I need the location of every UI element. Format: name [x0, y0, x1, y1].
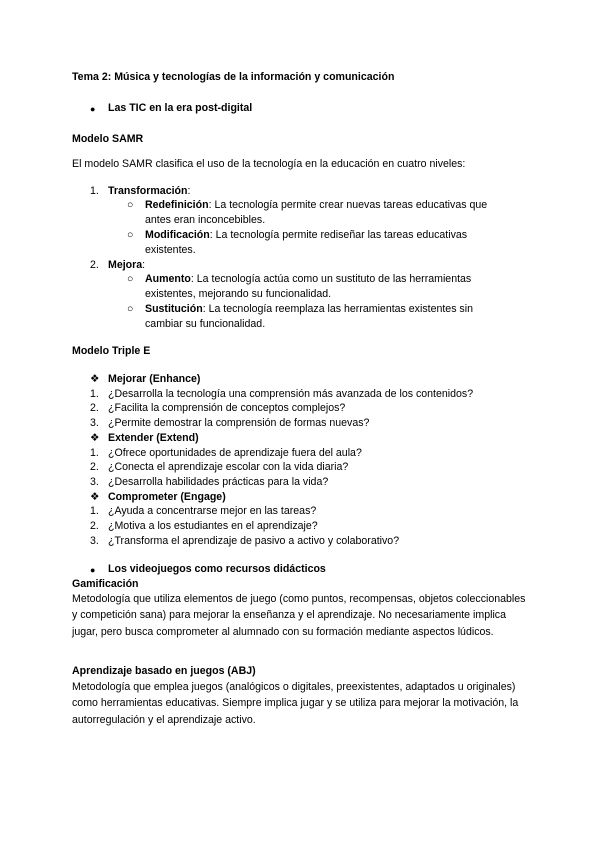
- list-number: 2.: [90, 461, 99, 473]
- diamond-icon: ❖: [90, 373, 100, 385]
- triplee-group-title: Comprometer (Engage): [108, 491, 226, 503]
- diamond-icon: ❖: [90, 432, 100, 444]
- list-number: 1.: [90, 447, 99, 459]
- list-item: ¿Desarrolla la tecnología una comprensión más avanzada de los contenidos?: [108, 388, 474, 400]
- list-item: ¿Facilita la comprensión de conceptos complejos?: [108, 402, 346, 414]
- samr-sub-sustitucion: [145, 303, 473, 316]
- triplee-heading: Modelo Triple E: [72, 345, 151, 357]
- gamificacion-heading: Gamificación: [72, 578, 139, 590]
- list-item: ¿Desarrolla habilidades prácticas para la vida?: [108, 476, 329, 488]
- sub-text-cont: existentes.: [145, 244, 196, 256]
- sub-term: Redefinición: [145, 199, 209, 211]
- sub-text-cont: existentes, mejorando su funcionalidad.: [145, 288, 332, 300]
- abj-heading: Aprendizaje basado en juegos (ABJ): [72, 665, 256, 677]
- bullet-disc-icon: ●: [90, 565, 96, 575]
- bullet-circle-icon: ○: [127, 199, 134, 211]
- level-label: Mejora: [108, 259, 143, 271]
- samr-sub-aumento: [145, 273, 471, 286]
- list-number: 3.: [90, 476, 99, 488]
- samr-level-transformacion: [108, 185, 190, 198]
- sub-text-cont: cambiar su funcionalidad.: [145, 318, 266, 330]
- list-number: 2.: [90, 402, 99, 414]
- bullet-circle-icon: ○: [127, 303, 134, 315]
- sub-term: Aumento: [145, 273, 191, 285]
- list-number: 1.: [90, 185, 99, 197]
- bullet-disc-icon: ●: [90, 104, 96, 114]
- document-title: Tema 2: Música y tecnologías de la información y comunicación: [72, 71, 395, 83]
- bullet-circle-icon: ○: [127, 273, 134, 285]
- sub-text-cont: antes eran inconcebibles.: [145, 214, 266, 226]
- level-colon: :: [142, 259, 146, 271]
- list-number: 2.: [90, 259, 99, 271]
- samr-heading: Modelo SAMR: [72, 133, 144, 145]
- list-item: ¿Conecta el aprendizaje escolar con la vida diaria?: [108, 461, 349, 473]
- level-colon: :: [187, 185, 191, 197]
- sub-text: : La tecnología permite crear nuevas tareas educativas que: [208, 199, 488, 211]
- list-number: 1.: [90, 388, 99, 400]
- list-number: 3.: [90, 535, 99, 547]
- samr-level-mejora: [108, 259, 145, 272]
- gamificacion-text: Metodología que utiliza elementos de juego (como puntos, recompensas, objetos coleccionables y competición sana) para mejorar la enseñanza y el aprendizaje. No necesariamente implica jugar, pero busca comprometer al alumnado con su formación mediante aspectos lúdicos.: [72, 593, 526, 638]
- list-number: 1.: [90, 505, 99, 517]
- section-bullet-tic: Las TIC en la era post-digital: [108, 102, 253, 114]
- list-item: ¿Motiva a los estudiantes en el aprendizaje?: [108, 520, 318, 532]
- level-label: Transformación: [108, 185, 188, 197]
- list-number: 3.: [90, 417, 99, 429]
- list-item: ¿Permite demostrar la comprensión de formas nuevas?: [108, 417, 370, 429]
- abj-text: Metodología que emplea juegos (analógicos o digitales, preexistentes, adaptados u originales) como herramientas educativas. Siempre implica jugar y se utiliza para mejorar la motivación, la autorregulación y el aprendizaje activo.: [72, 681, 519, 726]
- triplee-group-title: Mejorar (Enhance): [108, 373, 201, 385]
- list-item: ¿Transforma el aprendizaje de pasivo a activo y colaborativo?: [108, 535, 400, 547]
- sub-text: : La tecnología actúa como un sustituto de las herramientas: [190, 273, 472, 285]
- samr-sub-redefinicion: [145, 199, 487, 212]
- samr-intro: El modelo SAMR clasifica el uso de la tecnología en la educación en cuatro niveles:: [72, 158, 466, 170]
- sub-text: : La tecnología permite rediseñar las tareas educativas: [209, 229, 468, 241]
- section-bullet-videojuegos: Los videojuegos como recursos didácticos: [108, 563, 326, 575]
- bullet-circle-icon: ○: [127, 229, 134, 241]
- sub-term: Modificación: [145, 229, 210, 241]
- diamond-icon: ❖: [90, 491, 100, 503]
- triplee-group-title: Extender (Extend): [108, 432, 199, 444]
- list-item: ¿Ofrece oportunidades de aprendizaje fuera del aula?: [108, 447, 362, 459]
- list-number: 2.: [90, 520, 99, 532]
- sub-term: Sustitución: [145, 303, 203, 315]
- samr-sub-modificacion: [145, 229, 467, 242]
- sub-text: : La tecnología reemplaza las herramientas existentes sin: [202, 303, 473, 315]
- list-item: ¿Ayuda a concentrarse mejor en las tareas?: [108, 505, 317, 517]
